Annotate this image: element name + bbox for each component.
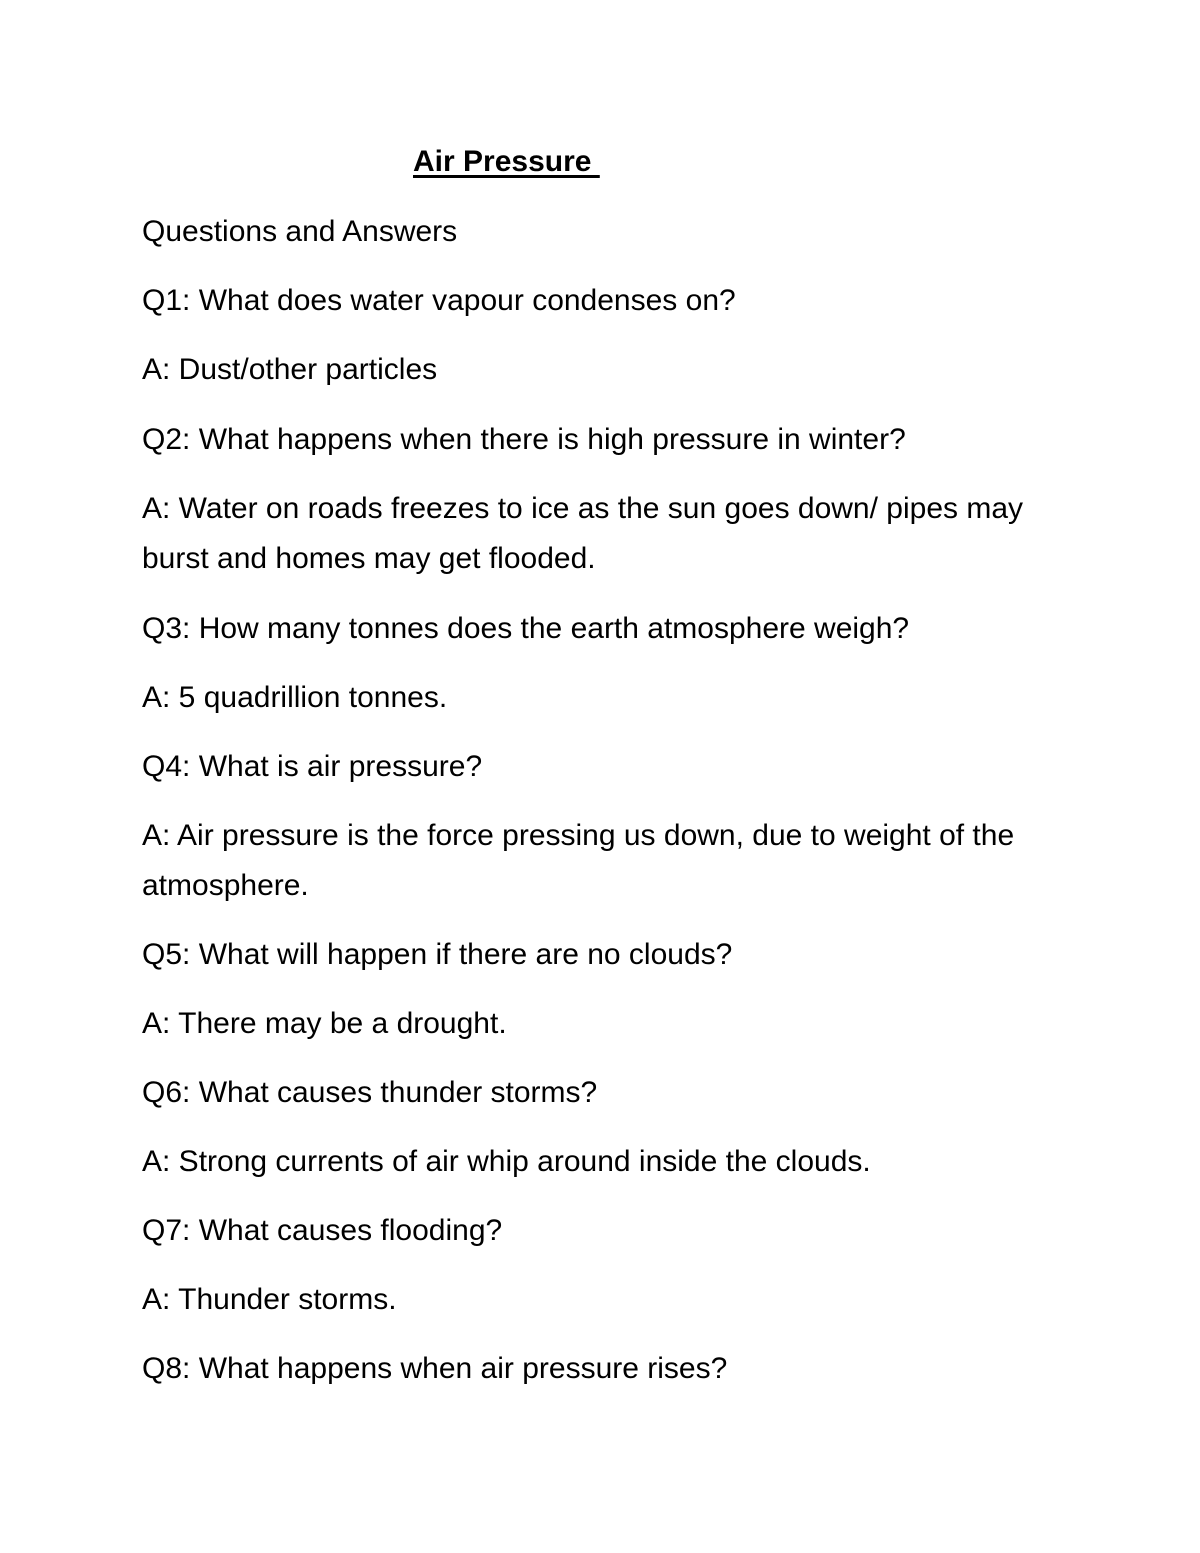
question-7: Q7: What causes flooding? — [142, 1214, 503, 1247]
answer-1: A: Dust/other particles — [142, 353, 438, 386]
question-5: Q5: What will happen if there are no clouds? — [142, 938, 733, 971]
answer-5: A: There may be a drought. — [142, 1007, 507, 1040]
answer-3: A: 5 quadrillion tonnes. — [142, 681, 448, 714]
subtitle: Questions and Answers — [142, 215, 458, 248]
answer-7: A: Thunder storms. — [142, 1283, 397, 1316]
answer-2: A: Water on roads freezes to ice as the sun goes down/ pipes may burst and homes may get flooded. — [142, 492, 1024, 575]
answer-6: A: Strong currents of air whip around inside the clouds. — [142, 1145, 871, 1178]
question-4: Q4: What is air pressure? — [142, 750, 483, 783]
question-8: Q8: What happens when air pressure rises? — [142, 1352, 728, 1385]
question-2: Q2: What happens when there is high pressure in winter? — [142, 423, 906, 456]
answer-4: A: Air pressure is the force pressing us down, due to weight of the atmosphere. — [142, 819, 1015, 902]
question-6: Q6: What causes thunder storms? — [142, 1076, 598, 1109]
page-title: Air Pressure — [413, 145, 600, 178]
question-1: Q1: What does water vapour condenses on? — [142, 284, 736, 317]
question-3: Q3: How many tonnes does the earth atmosphere weigh? — [142, 612, 910, 645]
